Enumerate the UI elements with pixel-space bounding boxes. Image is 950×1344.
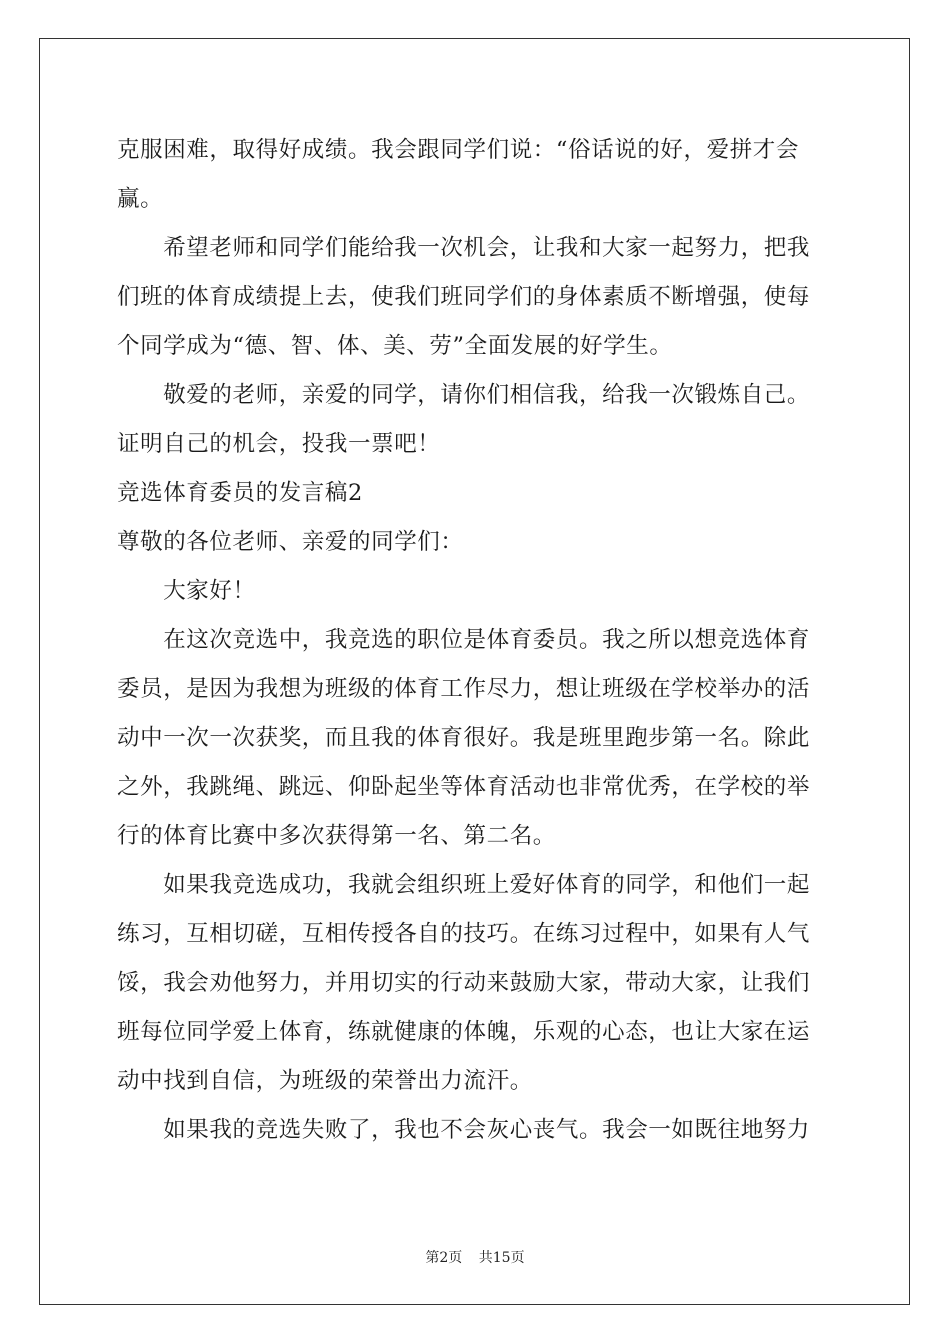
page-total: 共15页 [478, 1250, 525, 1266]
text-line: 练习，互相切磋，互相传授各自的技巧。在练习过程中，如果有人气 [117, 921, 811, 947]
text-line: 动中一次一次获奖，而且我的体育很好。我是班里跑步第一名。除此 [117, 725, 811, 751]
text-line: 克服困难，取得好成绩。我会跟同学们说：“俗话说的好，爱拼才会 [117, 137, 800, 163]
text-line: 赢。 [117, 186, 164, 212]
text-line: 委员，是因为我想为班级的体育工作尽力，想让班级在学校举办的活 [117, 676, 811, 702]
text-line: 敬爱的老师，亲爱的同学，请你们相信我，给我一次锻炼自己。 [117, 382, 811, 408]
text-line: 个同学成为“德、智、体、美、劳”全面发展的好学生。 [117, 333, 673, 359]
text-line: 在这次竞选中，我竞选的职位是体育委员。我之所以想竞选体育 [117, 627, 811, 653]
text-line: 之外，我跳绳、跳远、仰卧起坐等体育活动也非常优秀，在学校的举 [117, 774, 811, 800]
greeting: 大家好！ [117, 578, 256, 604]
section-heading: 竞选体育委员的发言稿2 [117, 480, 363, 506]
text-line: 班每位同学爱上体育，练就健康的体魄，乐观的心态，也让大家在运 [117, 1019, 811, 1045]
text-line: 们班的体育成绩提上去，使我们班同学们的身体素质不断增强，使每 [117, 284, 811, 310]
page-footer [0, 1249, 950, 1267]
text-line: 行的体育比赛中多次获得第一名、第二名。 [117, 823, 556, 849]
text-line: 动中找到自信，为班级的荣誉出力流汗。 [117, 1068, 533, 1094]
text-line: 馁，我会劝他努力，并用切实的行动来鼓励大家，带动大家，让我们 [117, 970, 811, 996]
page-number: 第2页 [425, 1250, 463, 1266]
text-line: 如果我的竞选失败了，我也不会灰心丧气。我会一如既往地努力 [117, 1117, 811, 1143]
text-line: 如果我竞选成功，我就会组织班上爱好体育的同学，和他们一起 [117, 872, 811, 898]
text-line: 希望老师和同学们能给我一次机会，让我和大家一起努力，把我 [117, 235, 811, 261]
text-line: 证明自己的机会，投我一票吧！ [117, 431, 441, 457]
salutation: 尊敬的各位老师、亲爱的同学们： [117, 529, 464, 555]
